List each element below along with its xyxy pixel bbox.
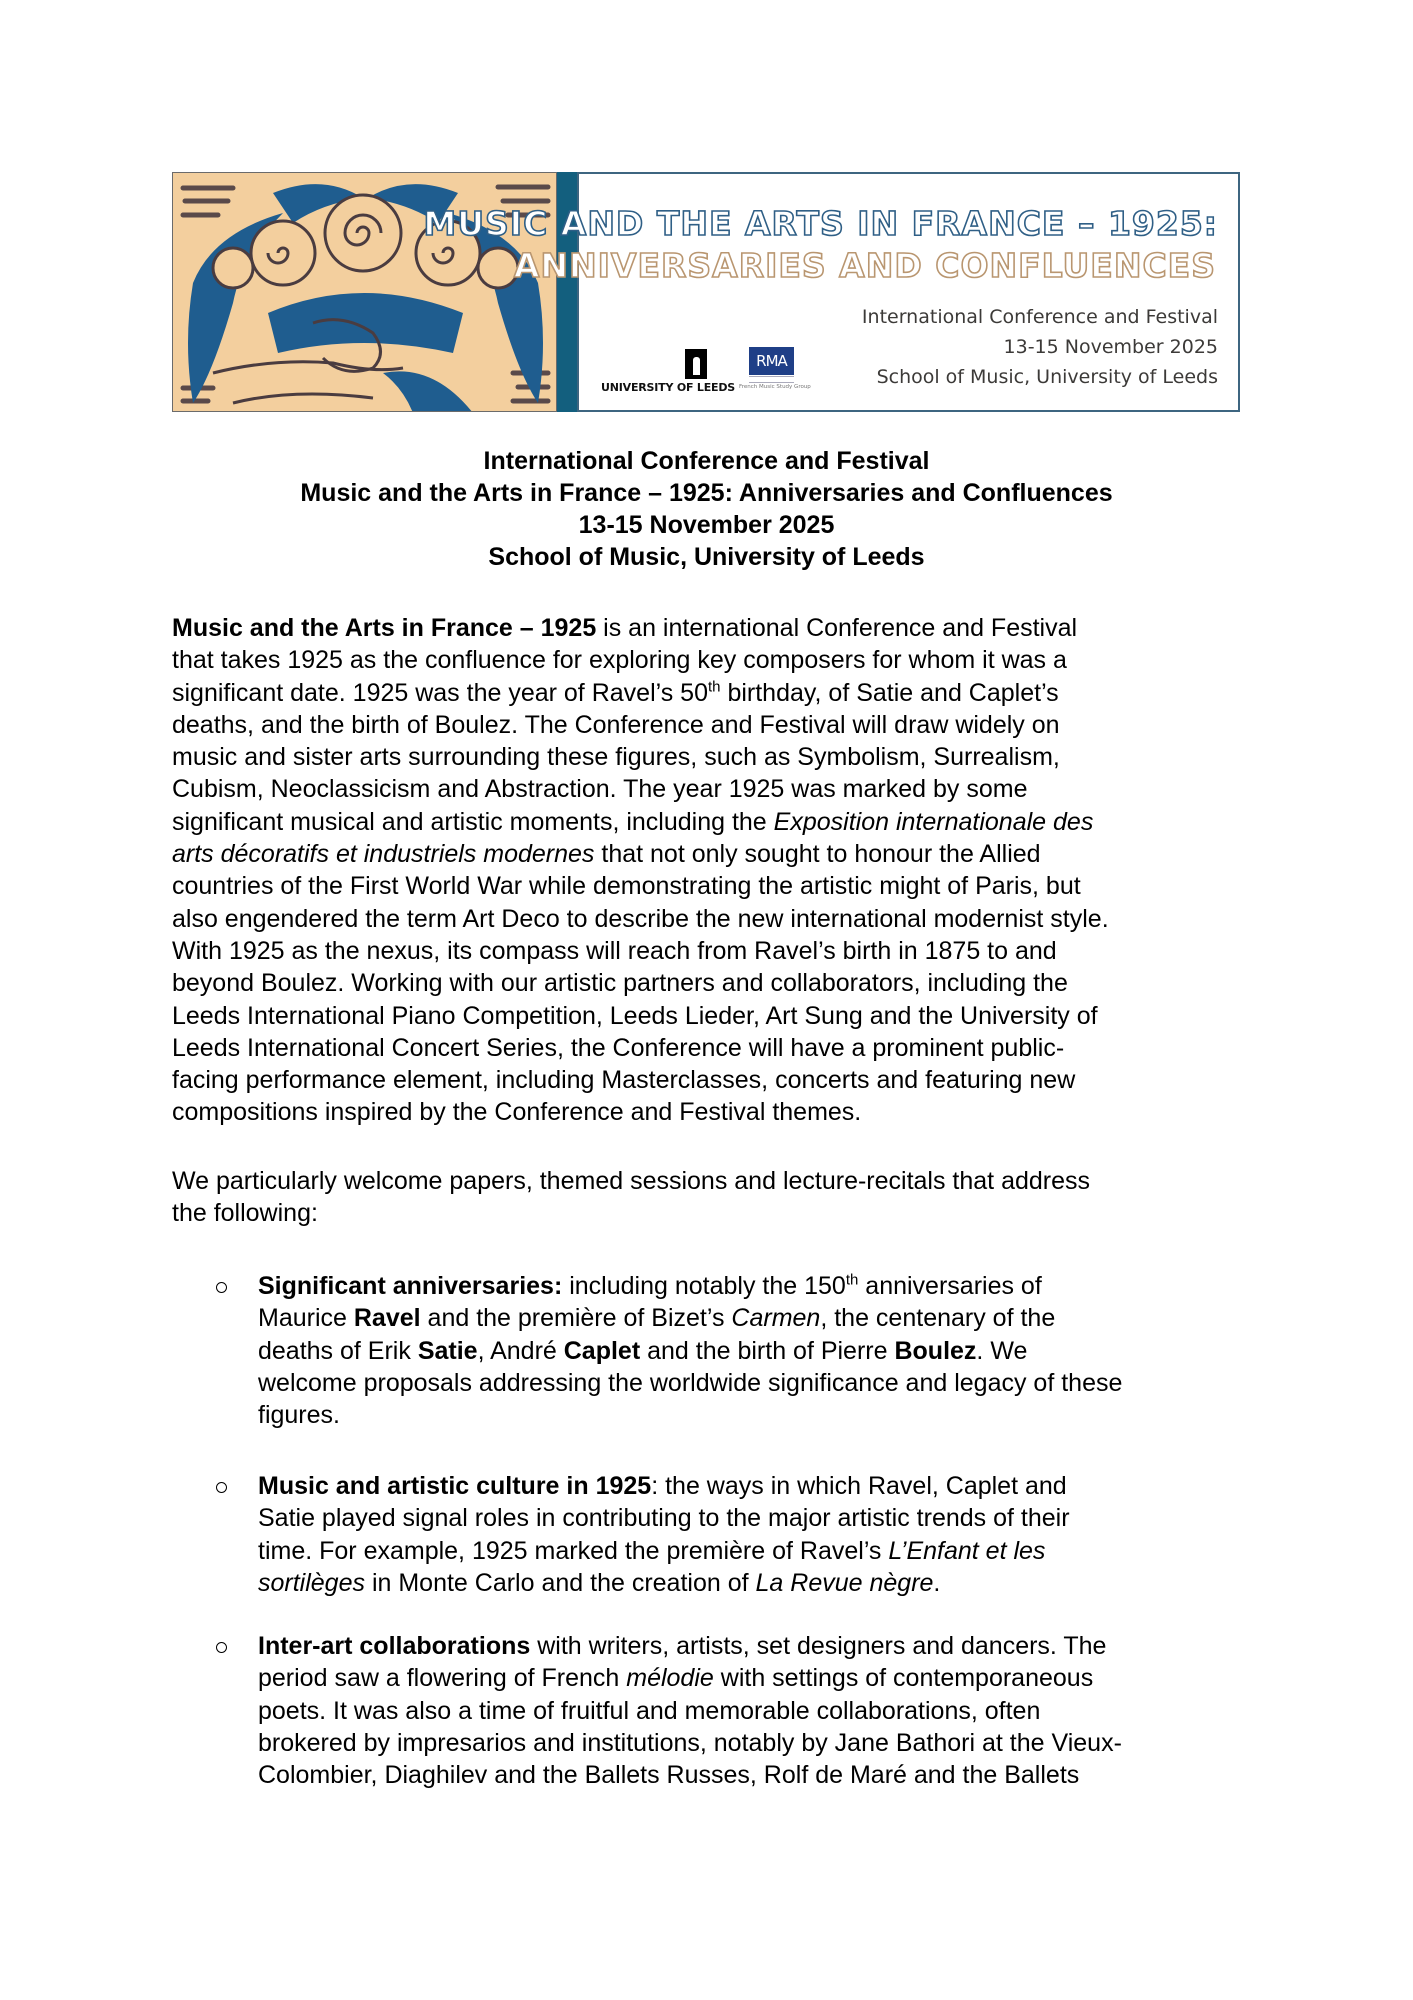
text-span: period saw a flowering of French bbox=[258, 1664, 627, 1693]
text-span: significant date. 1925 was the year of Ravel’s 50 bbox=[172, 678, 708, 707]
italic-title: arts décoratifs et industriels modernes bbox=[172, 840, 595, 869]
bold-name: Caplet bbox=[563, 1336, 641, 1365]
bullet-title: Significant anniversaries: bbox=[258, 1272, 563, 1300]
banner-info-line2: 13-15 November 2025 bbox=[1003, 336, 1218, 358]
university-of-leeds-logo bbox=[601, 349, 736, 394]
banner-title-line2: ANNIVERSARIES AND CONFLUENCES bbox=[513, 246, 1216, 285]
document-heading bbox=[0, 445, 1413, 573]
text-line: welcome proposals addressing the worldwide significance and legacy of these bbox=[258, 1368, 1123, 1397]
banner-info-line3: School of Music, University of Leeds bbox=[876, 366, 1218, 388]
text-line: also engendered the term Art Deco to describe the new international modernist style. bbox=[172, 904, 1109, 933]
leeds-logo-text: UNIVERSITY OF LEEDS bbox=[601, 381, 736, 394]
heading-line4: School of Music, University of Leeds bbox=[488, 543, 925, 571]
italic-title: L’Enfant et les bbox=[888, 1536, 1046, 1565]
text-span: and the birth of Pierre bbox=[640, 1336, 895, 1365]
text-span: . We bbox=[976, 1336, 1028, 1365]
text-line: Leeds International Concert Series, the Conference will have a prominent public- bbox=[172, 1033, 1065, 1062]
text-span: in Monte Carlo and the creation of bbox=[365, 1568, 756, 1597]
text-span: is an international Conference and Festival bbox=[596, 614, 1078, 642]
italic-title: sortilèges bbox=[258, 1568, 365, 1597]
bold-name: Boulez bbox=[894, 1336, 977, 1365]
text-span: : the ways in which Ravel, Caplet and bbox=[651, 1472, 1067, 1500]
superscript: th bbox=[707, 678, 721, 696]
bullet-title: Inter-art collaborations bbox=[258, 1632, 531, 1660]
banner-info-line1: International Conference and Festival bbox=[861, 306, 1218, 328]
italic-term: mélodie bbox=[626, 1664, 714, 1693]
text-line: beyond Boulez. Working with our artistic partners and collaborators, including the bbox=[172, 969, 1068, 998]
italic-title: La Revue nègre bbox=[755, 1568, 934, 1597]
text-line: With 1925 as the nexus, its compass will reach from Ravel’s birth in 1875 to and bbox=[172, 936, 1057, 965]
text-line: countries of the First World War while demonstrating the artistic might of Paris, but bbox=[172, 872, 1081, 901]
italic-title: Exposition internationale des bbox=[773, 807, 1094, 836]
hollow-circle-bullet-icon bbox=[216, 1642, 227, 1653]
hollow-circle-bullet-icon bbox=[216, 1282, 227, 1293]
superscript: th bbox=[845, 1271, 859, 1289]
heading-line2: Music and the Arts in France – 1925: Anniversaries and Confluences bbox=[300, 479, 1113, 507]
text-line: music and sister arts surrounding these figures, such as Symbolism, Surrealism, bbox=[172, 743, 1060, 772]
rma-logo-mark: RMA bbox=[749, 347, 794, 375]
text-span: and the première of Bizet’s bbox=[420, 1304, 732, 1333]
bold-name: Ravel bbox=[353, 1304, 421, 1333]
banner-event-info bbox=[862, 302, 1218, 392]
rma-divider bbox=[749, 376, 794, 383]
text-span: deaths of Erik bbox=[258, 1336, 418, 1365]
intro-bold-title: Music and the Arts in France – 1925 bbox=[172, 614, 597, 642]
text-span: including notably the 150 bbox=[562, 1272, 846, 1300]
text-line: that takes 1925 as the confluence for exploring key composers for whom it was a bbox=[172, 646, 1067, 675]
text-line: Leeds International Piano Competition, Leeds Lieder, Art Sung and the University of bbox=[172, 1001, 1098, 1030]
welcome-paragraph bbox=[172, 1165, 1252, 1230]
conference-banner bbox=[172, 172, 1240, 412]
text-span: significant musical and artistic moments, including the bbox=[172, 807, 774, 836]
leeds-tower-icon bbox=[685, 349, 707, 379]
text-span: , André bbox=[477, 1336, 564, 1365]
text-line: Satie played signal roles in contributing to the major artistic trends of their bbox=[258, 1504, 1070, 1533]
text-line: brokered by impresarios and institutions, notably by Jane Bathori at the Vieux- bbox=[258, 1728, 1122, 1757]
hollow-circle-bullet-icon bbox=[216, 1482, 227, 1493]
text-line: the following: bbox=[172, 1199, 318, 1228]
rma-logo-subtext: French Music Study Group bbox=[739, 384, 811, 390]
text-line: Colombier, Diaghilev and the Ballets Russes, Rolf de Maré and the Ballets bbox=[258, 1761, 1080, 1790]
text-span: with settings of contemporaneous bbox=[713, 1664, 1094, 1693]
heading-line3: 13-15 November 2025 bbox=[578, 511, 835, 539]
text-line: We particularly welcome papers, themed sessions and lecture-recitals that address bbox=[172, 1167, 1091, 1195]
rma-logo bbox=[739, 347, 809, 397]
text-span: that not only sought to honour the Allied bbox=[594, 840, 1041, 869]
banner-title-line1: MUSIC AND THE ARTS IN FRANCE – 1925: bbox=[423, 204, 1218, 243]
text-span: Maurice bbox=[258, 1304, 354, 1333]
text-span: , the centenary of the bbox=[820, 1304, 1056, 1333]
text-span: birthday, of Satie and Caplet’s bbox=[720, 678, 1059, 707]
text-span: anniversaries of bbox=[858, 1272, 1042, 1300]
text-line: Cubism, Neoclassicism and Abstraction. The year 1925 was marked by some bbox=[172, 775, 1028, 804]
text-line: poets. It was also a time of fruitful and memorable collaborations, often bbox=[258, 1696, 1041, 1725]
intro-paragraph bbox=[172, 612, 1252, 1129]
text-line: compositions inspired by the Conference and Festival themes. bbox=[172, 1098, 862, 1127]
italic-title: Carmen bbox=[731, 1304, 821, 1333]
text-line: deaths, and the birth of Boulez. The Conference and Festival will draw widely on bbox=[172, 710, 1060, 739]
text-span: with writers, artists, set designers and dancers. The bbox=[530, 1632, 1107, 1660]
text-line: figures. bbox=[258, 1401, 340, 1430]
bold-name: Satie bbox=[417, 1336, 478, 1365]
heading-line1: International Conference and Festival bbox=[483, 447, 930, 475]
bullet-title: Music and artistic culture in 1925 bbox=[258, 1472, 652, 1500]
text-span: time. For example, 1925 marked the première of Ravel’s bbox=[258, 1536, 889, 1565]
banner-text-panel bbox=[423, 172, 1240, 412]
text-span: . bbox=[933, 1568, 941, 1597]
text-line: facing performance element, including Masterclasses, concerts and featuring new bbox=[172, 1066, 1076, 1095]
